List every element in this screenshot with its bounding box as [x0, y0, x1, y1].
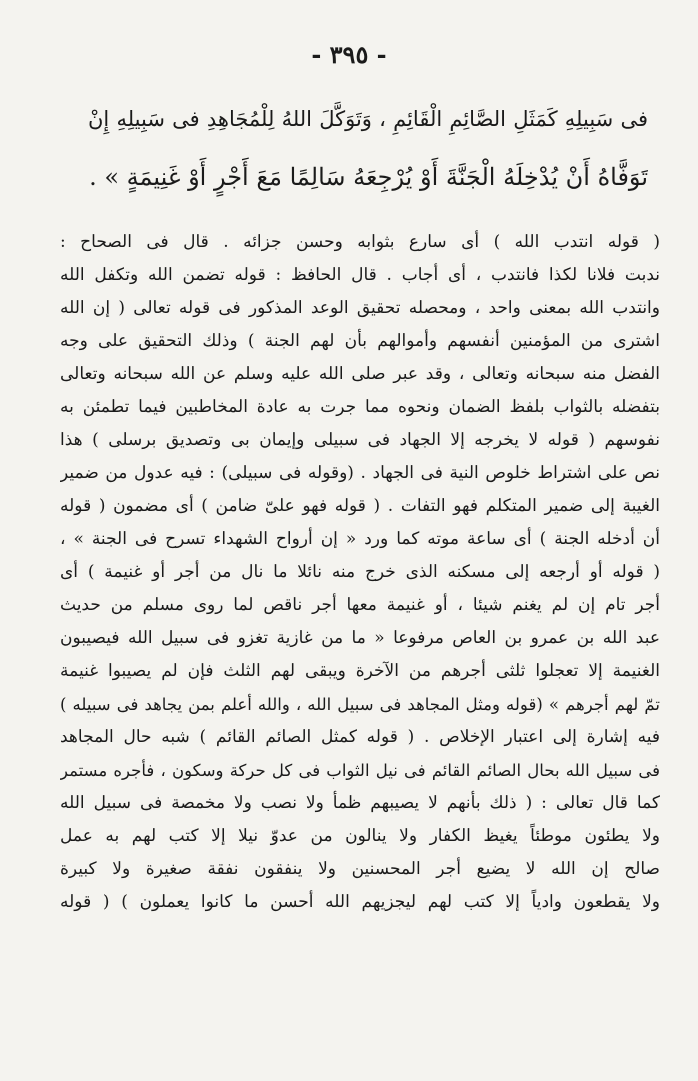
commentary-line: فيه إشارة إلى اعتبار الإخلاص . ( قوله كمثل الصائم القائم ) شبه حال المجاهد — [60, 727, 660, 747]
commentary-line: ندبت فلانا لكذا فانتدب ، أى أجاب . قال الحافظ : قوله تضمن الله وتكفل الله — [60, 265, 660, 285]
commentary-line: الغيبة إلى ضمير المتكلم فهو التفات . ( قوله فهو علىّ ضامن ) أى مضمون ( قوله — [60, 496, 660, 516]
commentary-line: ( قوله انتدب الله ) أى سارع بثوابه وحسن جزائه . قال فى الصحاح : — [60, 232, 660, 252]
hadith-line: فى سَبِيلِهِ كَمَثَلِ الصَّائِمِ الْقَائِمِ ، وَتَوَكَّلَ اللهُ لِلْمُجَاهِدِ فى سَبِيلِهِ إِنْ — [88, 107, 648, 131]
commentary-line: كما قال تعالى : ( ذلك بأنهم لا يصيبهم ظمأ ولا نصب ولا مخمصة فى سبيل الله — [60, 793, 660, 813]
commentary-line: وانتدب الله بمعنى واحد ، ومحصله تحقيق الوعد المذكور فى قوله تعالى ( إن الله — [60, 298, 660, 318]
commentary-line: اشترى من المؤمنين أنفسهم وأموالهم بأن لهم الجنة ) وذلك التحقيق على وجه — [60, 331, 660, 351]
commentary-line: بتفضله بالثواب بلفظ الضمان ونحوه مما جرت به عادة المخاطبين فيما تطمئن به — [60, 397, 660, 417]
commentary-line: نص على اشتراط خلوص النية فى الجهاد . (وقوله فى سبيلى) : فيه عدول من ضمير — [60, 463, 660, 483]
page-number: - ٣٩٥ - — [311, 40, 387, 69]
commentary-line: تمّ لهم أجرهم » (قوله ومثل المجاهد فى سبيل الله ، والله أعلم بمن يجاهد فى سبيله ) — [60, 695, 660, 714]
commentary-line: نفوسهم ( قوله لا يخرجه إلا الجهاد فى سبيلى وإيمان بى وتصديق برسلى ) هذا — [60, 430, 660, 450]
commentary-line: الفضل منه سبحانه وتعالى ، وقد عبر صلى الله عليه وسلم عن الله سبحانه وتعالى — [60, 364, 660, 384]
commentary-line: ولا يقطعون وادياً إلا كتب لهم ليجزيهم الله أحسن ما كانوا يعملون ) ( قوله — [60, 892, 660, 912]
commentary-line: فى سبيل الله بحال الصائم القائم فى نيل الثواب فى كل حركة وسكون ، فأجره مستمر — [60, 761, 660, 780]
hadith-line: تَوَفَّاهُ أَنْ يُدْخِلَهُ الْجَنَّةَ أَوْ يُرْجِعَهُ سَالِمًا مَعَ أَجْرٍ أَوْ غَنِيمَةٍ » . — [89, 163, 648, 191]
commentary-line: صالح إن الله لا يضيع أجر المحسنين ولا ينفقون نفقة صغيرة ولا كبيرة — [60, 859, 660, 879]
commentary-line: ولا يطئون موطئاً يغيظ الكفار ولا ينالون من عدوّ نيلا إلا كتب لهم به عمل — [60, 826, 660, 846]
hadith-text — [88, 90, 648, 206]
commentary-line: الغنيمة إلا تعجلوا ثلثى أجرهم من الآخرة ويبقى لهم الثلث فإن لم يصيبوا غنيمة — [60, 661, 660, 681]
commentary-line: عبد الله بن عمرو بن العاص مرفوعا « ما من غازية تغزو فى سبيل الله فيصيبون — [60, 628, 660, 648]
commentary-line: أن أدخله الجنة ) أى ساعة موته كما ورد « إن أرواح الشهداء تسرح فى الجنة » ، — [60, 529, 660, 549]
commentary-line: أجر تام إن لم يغنم شيئا ، أو غنيمة معها أجر ناقص لما روى مسلم من حديث — [60, 595, 660, 615]
commentary-text — [60, 226, 660, 919]
commentary-line: ( قوله أو أرجعه إلى مسكنه الذى خرج منه نائلا ما نال من أجر أو غنيمة ) أى — [60, 562, 660, 582]
